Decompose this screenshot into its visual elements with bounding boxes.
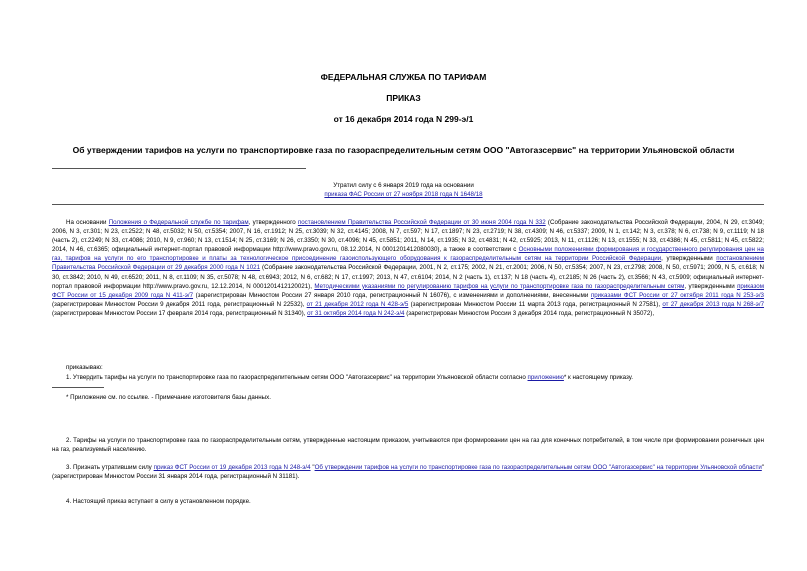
preamble-link[interactable]: приказами ФСТ России от 27 октября 2011 года N 253-э/3 <box>590 291 764 299</box>
orders-line: приказываю: <box>66 364 103 371</box>
preamble-link[interactable]: Положения о Федеральной службе по тарифам <box>108 219 249 226</box>
item-3-text: 3. Признать утратившим силу <box>66 464 154 471</box>
preamble-link[interactable]: Методическими указаниями по регулированию тарифов на услуги по транспортировке газа по газораспределительным сетям <box>314 282 685 290</box>
agency-heading: ФЕДЕРАЛЬНАЯ СЛУЖБА ПО ТАРИФАМ <box>320 72 487 82</box>
item-1-text: 1. Утвердить тарифы на услуги по транспортировке газа по газораспределительным сетям ООО "Автогазсервис" на территории Ульяновской области согласно <box>66 374 528 381</box>
divider <box>52 168 306 169</box>
preamble-link[interactable]: от 31 октября 2014 года N 242-э/4 <box>307 309 405 317</box>
document-title: Об утверждении тарифов на услуги по транспортировке газа по газораспределительным сетям ООО "Автогазсервис" на территории Ульяновской области <box>72 145 735 155</box>
footnote-divider <box>52 387 104 388</box>
divider <box>52 204 764 205</box>
preamble-link[interactable]: от 27 декабря 2013 года N 268-э/7 <box>662 300 765 308</box>
lost-force-text: Утратил силу с 6 января 2019 года на основании <box>333 182 474 189</box>
preamble-link[interactable]: постановлением Правительства Российской Федерации от 29 декабря 2000 года N 1021 <box>52 255 764 272</box>
item-3-text: " (зарегистрирован Минюстом России 31 января 2014 года, регистрационный N 31181). <box>52 464 764 481</box>
appendix-link[interactable]: приложению <box>527 374 564 381</box>
preamble-text: , утвержденными <box>661 255 717 263</box>
preamble-text: (Собрание законодательства Российской Федерации, 2004, N 29, ст.3049; 2006, N 3, ст.301; N 23, ст.2522; N 48, ст.5032; N 50, ст.5354; 2007, N 16, ст.1912; N 25, ст.3039; N 32, ст.4145; 2008, N 7, ст.597; N 17, ст.1897; N 23, ст.2719; N 38, ст.4309; N 46, ст.5337; 2009, N 1, ст.142; N 3, ст.378; N 6, ст.738; N 9, ст.1119; N 18 (часть 2), ст.2249; N 33, ст.4086; 2010, N 9, ст.960; N 13, ст.1514; N 25, ст.3169; N 26, ст.3350; N 30, ст.4096; N 45, ст.5851; 2011, N 14, ст.1935; N 32, ст.4831; N 42, ст.5925; 2013, N 11, ст.1126; N 13, ст.1555; N 33, ст.4386; N 45, ст.5811; N 45, ст.5822; 2014, N 46, ст.6365; официальный интернет-портал правовой информации http://www.pravo.gov.ru, 08.12.2014, N 0001201412080030), а также в соответствии с <box>52 219 764 254</box>
preamble-text: (зарегистрирован Минюстом России 11 марта 2013 года, регистрационный N 27581), <box>408 300 663 308</box>
preamble-link[interactable]: Основными положениями формирования и государственного регулирования цен на газ, тарифов на услуги по его транспортировке и платы за технологическое присоединение газоиспользующего оборудования к газораспределительным сетям на территории Российской Федерации <box>52 246 764 263</box>
preamble-text: (Собрание законодательства Российской Федерации, 2001, N 2, ст.175; 2002, N 21, ст.2001; 2006, N 50, ст.5354; 2007, N 23, ст.2798; 2008, N 50, ст.5971; 2009, N 5, ст.618; N 30, ст.3842; 2010, N 49, ст.6520; 2011, N 8, ст.1109; N 35, ст.5078; N 48, ст.6943; 2012, N 6, ст.682; N 17, ст.1997; 2013, N 47, ст.6104; 2014, N 2 (часть 1), ст.137; N 18 (часть 4), ст.2185; N 26 (часть 2), ст.3566; N 43, ст.5909; официальный интернет-портал правовой информации http://www.pravo.gov.ru, 12.12.2014, N 0001201412120021), <box>52 264 764 290</box>
date-number-heading: от 16 декабря 2014 года N 299-э/1 <box>333 114 474 124</box>
preamble-paragraph <box>52 218 764 318</box>
doc-type-heading: ПРИКАЗ <box>386 93 421 103</box>
preamble-text: , утвержденными <box>684 282 738 290</box>
preamble-link[interactable]: приказом ФСТ России от 15 декабря 2009 года N 411-э/7 <box>52 282 764 299</box>
lost-force-link[interactable]: приказа ФАС России от 27 ноября 2018 года N 1648/18 <box>324 191 483 198</box>
preamble-link[interactable]: от 21 декабря 2012 года N 428-э/5 <box>306 300 409 308</box>
preamble-text: На основании <box>66 219 109 226</box>
preamble-text: (зарегистрирован Минюстом России 27 января 2010 года, регистрационный N 16076), с изменениями и дополнениями, внесенными <box>193 291 591 299</box>
preamble-text: (зарегистрирован Минюстом России 3 декабря 2014 года, регистрационный N 35072), <box>404 309 655 317</box>
item-2: 2. Тарифы на услуги по транспортировке газа по газораспределительным сетям, утвержденные настоящим приказом, учитываются при формировании цен на газ для конечных потребителей, в том числе при формировании розничных цен на газ, реализуемый населению. <box>52 437 764 454</box>
item-4: 4. Настоящий приказ вступает в силу в установленном порядке. <box>66 498 251 505</box>
item-3 <box>52 463 764 481</box>
item-3-text: " <box>310 464 315 471</box>
item-1 <box>52 373 764 382</box>
preamble-link[interactable]: постановлением Правительства Российской Федерации от 30 июня 2004 года N 332 <box>297 219 546 226</box>
lost-force-note <box>0 181 807 199</box>
footnote: * Приложение см. по ссылке. - Примечание изготовителя базы данных. <box>66 394 271 401</box>
item-1-text: * к настоящему приказу. <box>563 374 634 381</box>
preamble-text: , утвержденного <box>248 219 298 226</box>
repealed-order-link[interactable]: приказ ФСТ России от 19 декабря 2013 года N 248-э/4 <box>153 464 311 471</box>
preamble-text: (зарегистрирован Минюстом России 17 февраля 2014 года, регистрационный N 31340), <box>52 309 308 317</box>
repealed-order-title-link[interactable]: Об утверждении тарифов на услуги по транспортировке газа по газораспределительным сетям ООО "Автогазсервис" на территории Ульяновской области <box>314 464 762 471</box>
preamble-text: (зарегистрирован Минюстом России 9 декабря 2011 года, регистрационный N 22532), <box>52 300 307 308</box>
